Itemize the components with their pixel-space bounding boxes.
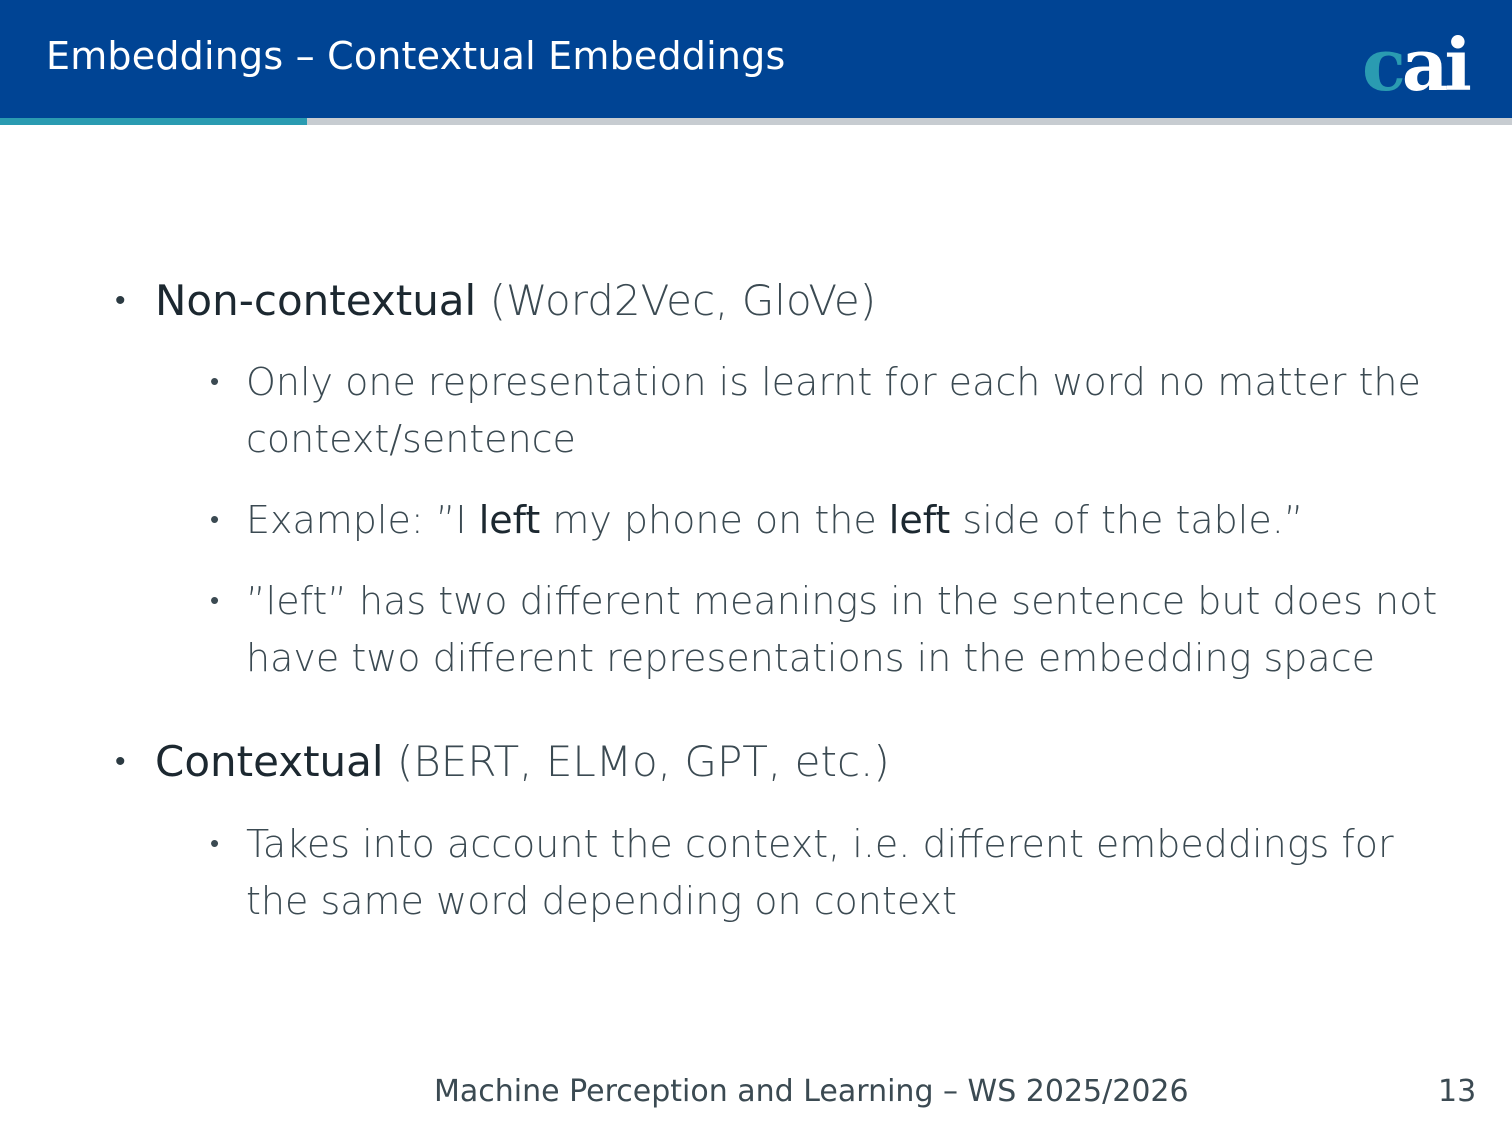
sub-bullet-line — [246, 492, 1446, 549]
sub-bullet-line: the same word depending on context — [246, 879, 957, 923]
sub-bullet-dot: • — [210, 586, 220, 616]
example-text: my phone on the — [540, 498, 889, 542]
footer-course: Machine Perception and Learning – WS 2025/2026 — [434, 1074, 1189, 1109]
example-text: Example: ”I — [246, 498, 479, 542]
page-number: 13 — [1438, 1074, 1477, 1109]
bullet-term: Contextual — [155, 737, 384, 786]
bullet-examples: (Word2Vec, GloVe) — [489, 276, 877, 325]
sub-bullet-context — [210, 816, 1446, 930]
bullet-dot: • — [115, 744, 126, 779]
sub-bullet-dot: • — [210, 505, 220, 535]
slide-header — [0, 0, 1512, 118]
logo-ai: ai — [1401, 22, 1468, 107]
sub-bullet-left-meanings — [210, 573, 1446, 687]
example-text: side of the table.” — [950, 498, 1304, 542]
bullet-examples: (BERT, ELMo, GPT, etc.) — [396, 737, 890, 786]
bullet-term: Non-contextual — [155, 276, 477, 325]
sub-bullet-one-representation — [210, 354, 1446, 468]
sub-bullet-dot: • — [210, 367, 220, 397]
sub-bullet-line: Takes into account the context, i.e. different embeddings for — [246, 822, 1394, 866]
bullet-non-contextual — [115, 272, 877, 329]
sub-bullet-line: ”left” has two different meanings in the sentence but does not — [246, 579, 1438, 623]
sub-bullet-line: context/sentence — [246, 417, 576, 461]
logo-c: c — [1362, 22, 1402, 107]
slide-title: Embeddings – Contextual Embeddings — [46, 34, 786, 78]
header-divider-bar — [307, 118, 1512, 125]
example-highlight: left — [888, 498, 951, 542]
sub-bullet-line: Only one representation is learnt for each word no matter the — [246, 360, 1421, 404]
sub-bullet-example — [210, 492, 1446, 549]
bullet-contextual — [115, 733, 890, 790]
sub-bullet-dot: • — [210, 829, 220, 859]
example-highlight: left — [478, 498, 541, 542]
bullet-dot: • — [115, 283, 126, 318]
sub-bullet-line: have two different representations in the embedding space — [246, 636, 1375, 680]
cai-logo — [1362, 22, 1472, 107]
header-accent-bar — [0, 118, 307, 125]
